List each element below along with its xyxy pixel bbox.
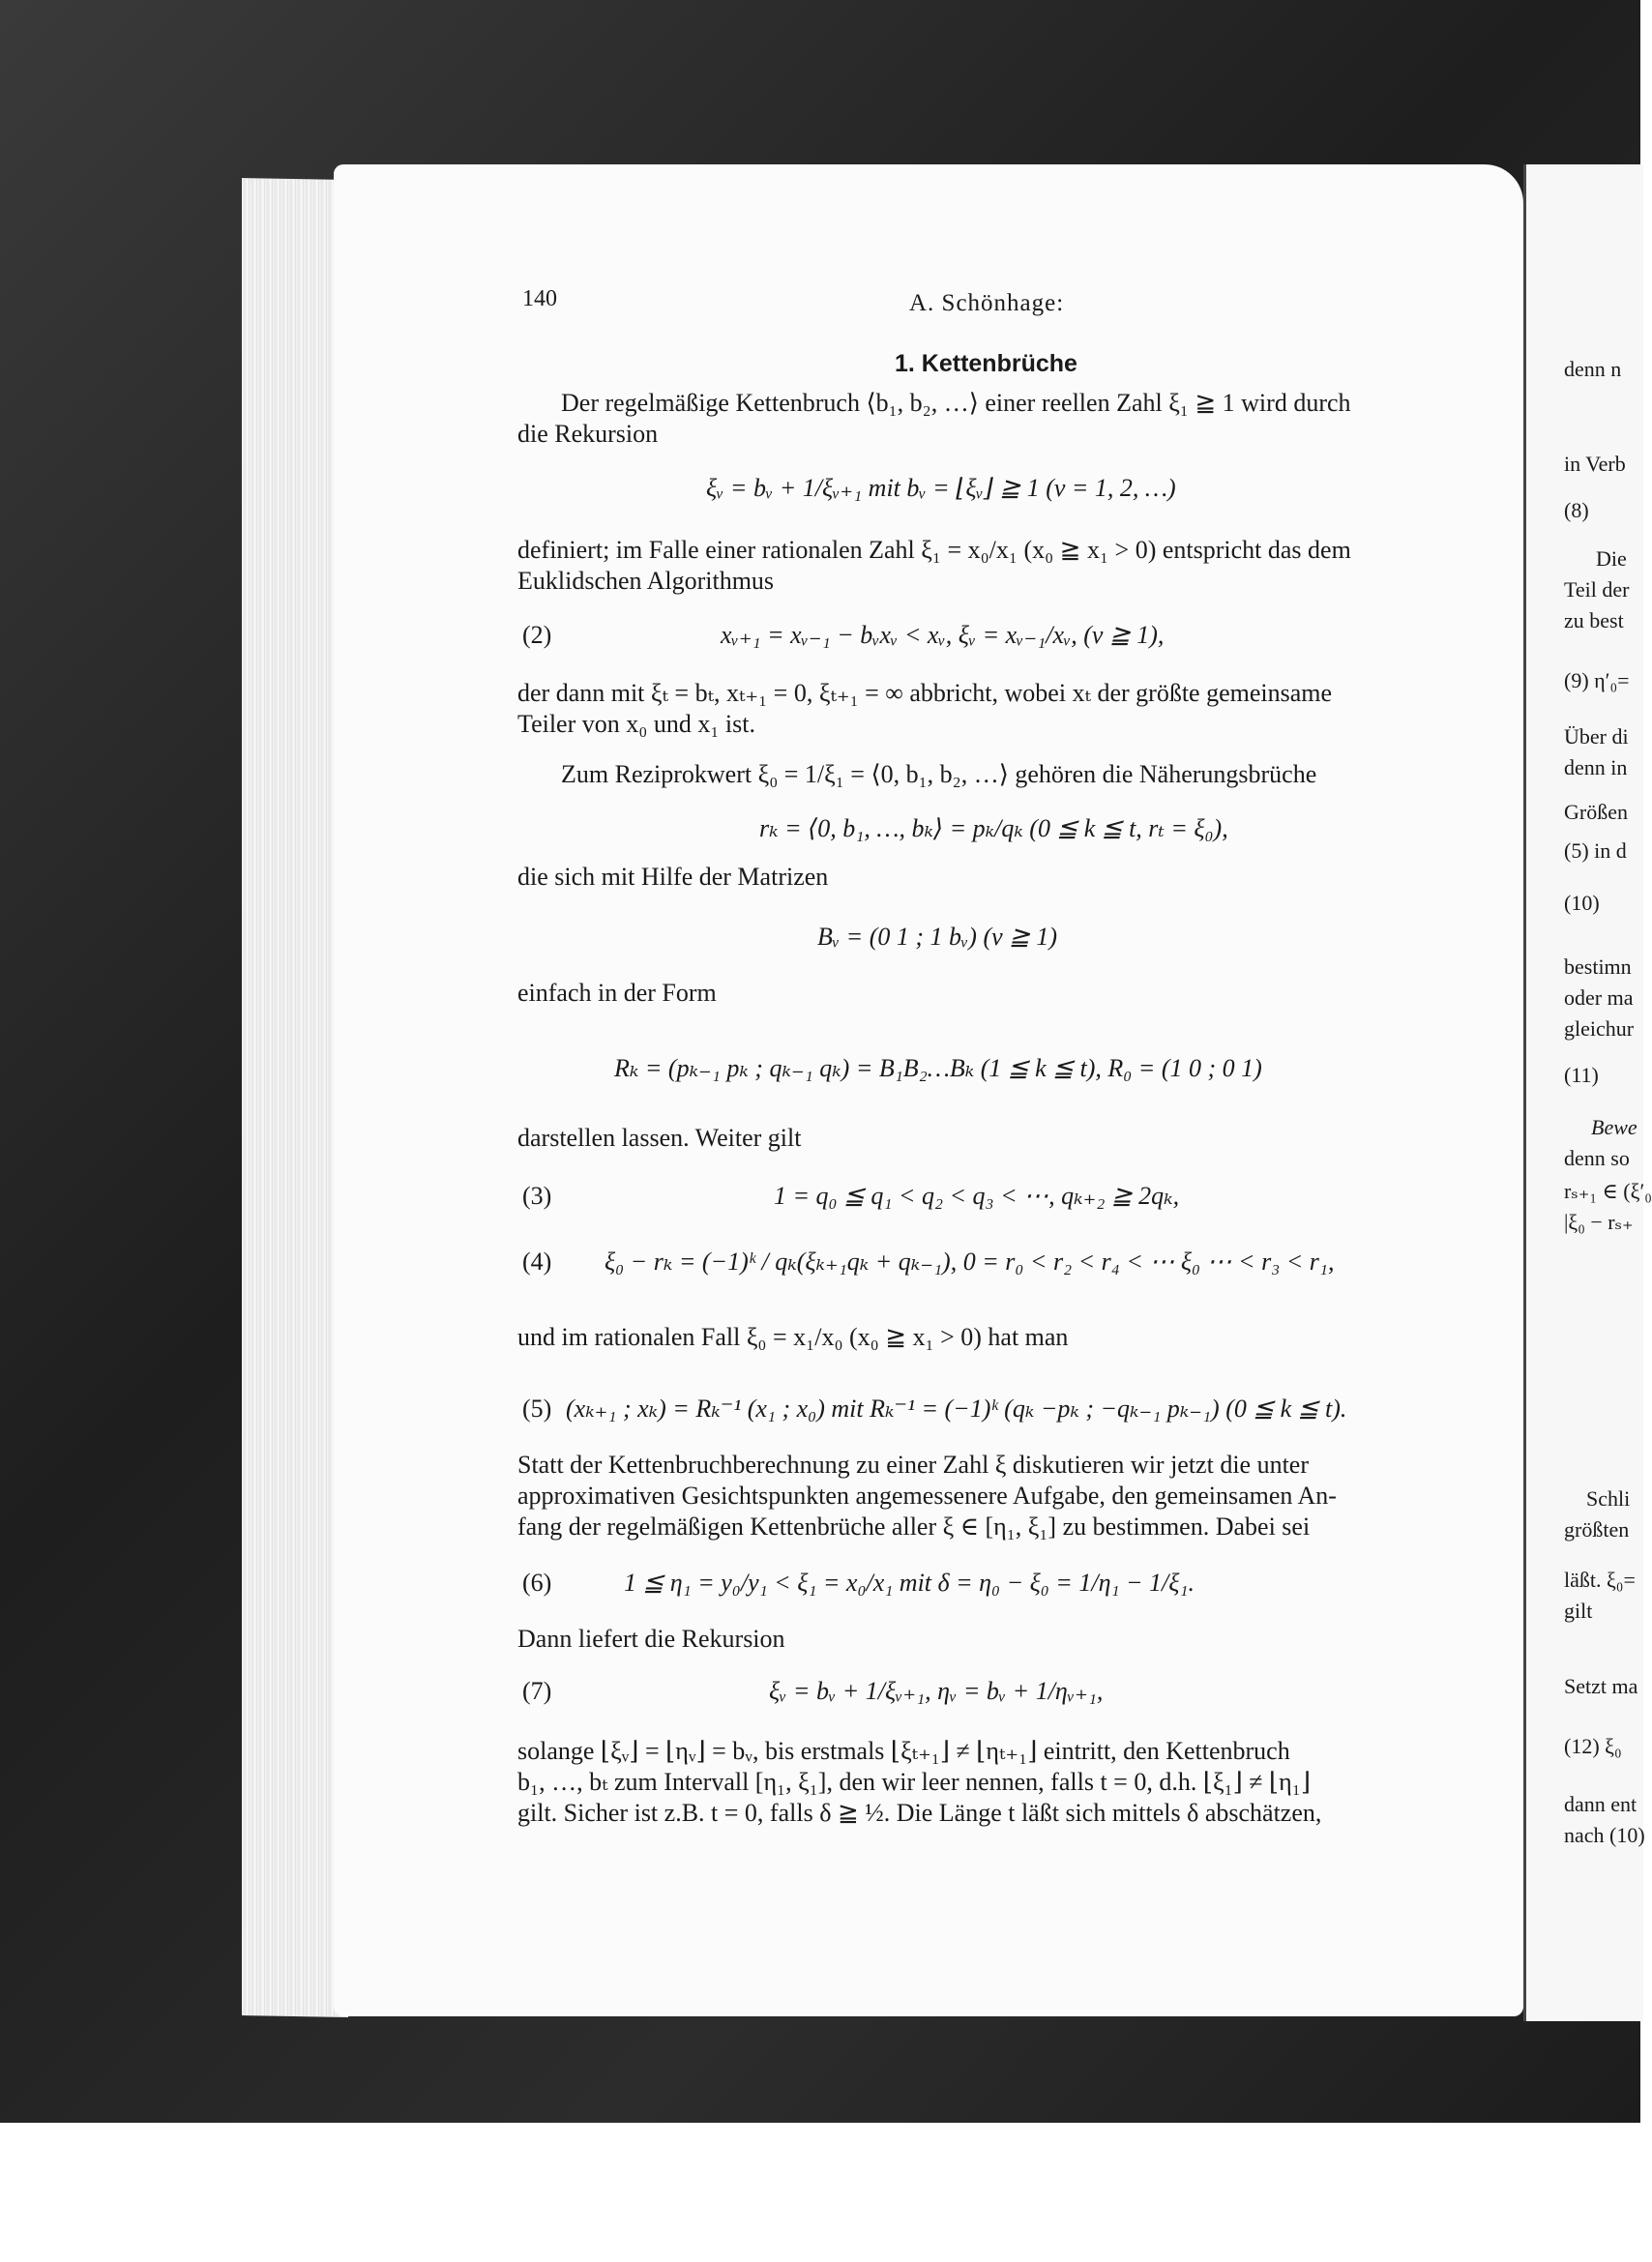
equation-matrix-r: Rₖ = (pₖ₋₁ pₖ ; qₖ₋₁ qₖ) = B₁B₂…Bₖ (1 ≦ k ≦ t), R₀ = (1 0 ; 0 1)	[614, 1054, 1262, 1082]
text-line: der dann mit ξₜ = bₜ, xₜ₊₁ = 0, ξₜ₊₁ = ∞ abbricht, wobei xₜ der größte gemeinsame	[517, 679, 1333, 707]
book-page	[334, 164, 1523, 2016]
equation-recursion: ξᵥ = bᵥ + 1/ξᵥ₊₁ mit bᵥ = ⌊ξᵥ⌋ ≧ 1 (ν = 1, 2, …)	[706, 474, 1176, 502]
text-line: Teiler von x₀ und x₁ ist.	[517, 710, 755, 738]
equation-inverse: (xₖ₊₁ ; xₖ) = Rₖ⁻¹ (x₁ ; x₀) mit Rₖ⁻¹ = (−1)ᵏ (qₖ −pₖ ; −qₖ₋₁ pₖ₋₁) (0 ≦ k ≦ t).	[566, 1395, 1347, 1423]
equation-convergents: rₖ = ⟨0, b₁, …, bₖ⟩ = pₖ/qₖ (0 ≦ k ≦ t, rₜ = ξ₀),	[759, 814, 1228, 842]
equation-number: (4)	[522, 1248, 552, 1276]
facing-page-fragment: denn in	[1564, 755, 1628, 779]
equation-error: ξ₀ − rₖ = (−1)ᵏ / qₖ(ξₖ₊₁qₖ + qₖ₋₁), 0 = r₀ < r₂ < r₄ < ⋯ ξ₀ ⋯ < r₃ < r₁,	[605, 1248, 1335, 1276]
text-line: Zum Reziprokwert ξ₀ = 1/ξ₁ = ⟨0, b₁, b₂, …⟩ gehören die Näherungsbrüche	[561, 760, 1317, 788]
equation-number: (5)	[522, 1395, 552, 1423]
scan-margin	[0, 2123, 1640, 2262]
facing-page-fragment: Teil der	[1564, 577, 1630, 602]
text-line: Euklidschen Algorithmus	[517, 567, 775, 595]
facing-page-fragment: Die	[1596, 546, 1627, 571]
facing-page-fragment: bestimn	[1564, 955, 1632, 979]
facing-page-fragment: zu best	[1564, 608, 1624, 632]
facing-page-fragment: (8)	[1564, 498, 1589, 522]
book-page-edges	[242, 178, 348, 2017]
text-line: Statt der Kettenbruchberechnung zu einer Zahl ξ diskutieren wir jetzt die unter	[517, 1451, 1310, 1479]
facing-page-fragment: dann ent	[1564, 1792, 1637, 1816]
facing-page-fragment: Größen	[1564, 800, 1628, 824]
facing-page-fragment: größten	[1564, 1517, 1630, 1542]
equation-number: (7)	[522, 1677, 552, 1705]
equation-number: (3)	[522, 1182, 552, 1210]
text-line: darstellen lassen. Weiter gilt	[517, 1124, 802, 1152]
equation-euclid: xᵥ₊₁ = xᵥ₋₁ − bᵥxᵥ < xᵥ, ξᵥ = xᵥ₋₁/xᵥ, (ν ≧ 1),	[721, 621, 1165, 649]
equation-matrix-b: Bᵥ = (0 1 ; 1 bᵥ) (ν ≧ 1)	[817, 923, 1058, 951]
text-line: und im rationalen Fall ξ₀ = x₁/x₀ (x₀ ≧ x₁ > 0) hat man	[517, 1323, 1069, 1351]
equation-number: (2)	[522, 621, 552, 649]
facing-page-fragment: Über di	[1564, 724, 1629, 749]
facing-page-fragment: denn so	[1564, 1146, 1630, 1170]
text-line: gilt. Sicher ist z.B. t = 0, falls δ ≧ ½. Die Länge t läßt sich mittels δ abschätzen,	[517, 1799, 1322, 1827]
facing-page-fragment: (12) ξ₀	[1564, 1734, 1622, 1758]
facing-page-fragment: läßt. ξ₀=	[1564, 1568, 1636, 1592]
text-line: die sich mit Hilfe der Matrizen	[517, 863, 829, 891]
facing-page-fragment: Setzt ma	[1564, 1674, 1638, 1698]
text-line: b₁, …, bₜ zum Intervall [η₁, ξ₁], den wir leer nennen, falls t = 0, d.h. ⌊ξ₁⌋ ≠ ⌊η₁⌋	[517, 1768, 1311, 1796]
text-line: definiert; im Falle einer rationalen Zahl ξ₁ = x₀/x₁ (x₀ ≧ x₁ > 0) entspricht das dem	[517, 536, 1351, 564]
facing-page-fragment: gleichur	[1564, 1016, 1635, 1041]
facing-page-fragment: (5) in d	[1564, 838, 1627, 863]
text-line: die Rekursion	[517, 420, 659, 448]
text-line: approximativen Gesichtspunkten angemessenere Aufgabe, den gemeinsamen An-	[517, 1482, 1337, 1510]
text-line: solange ⌊ξᵥ⌋ = ⌊ηᵥ⌋ = bᵥ, bis erstmals ⌊ξₜ₊₁⌋ ≠ ⌊ηₜ₊₁⌋ eintritt, den Kettenbruch	[517, 1737, 1290, 1765]
equation-number: (6)	[522, 1569, 552, 1597]
facing-page-fragment: (10)	[1564, 891, 1600, 915]
facing-page-fragment: oder ma	[1564, 985, 1634, 1010]
text-line: einfach in der Form	[517, 979, 717, 1007]
facing-page-fragment: Schli	[1586, 1486, 1631, 1511]
facing-page-fragment: in Verb	[1564, 452, 1626, 476]
facing-page-fragment: (11)	[1564, 1063, 1599, 1087]
facing-page-fragment: denn n	[1564, 357, 1622, 381]
text-line: Dann liefert die Rekursion	[517, 1625, 785, 1653]
equation-interval: 1 ≦ η₁ = y₀/y₁ < ξ₁ = x₀/x₁ mit δ = η₀ − ξ₀ = 1/η₁ − 1/ξ₁.	[624, 1569, 1195, 1597]
facing-page-fragment: (9) η′₀=	[1564, 668, 1630, 692]
facing-page-fragment: |ξ₀ − rₛ₊	[1564, 1210, 1634, 1234]
running-head: A. Schönhage:	[909, 290, 1065, 316]
equation-double-recursion: ξᵥ = bᵥ + 1/ξᵥ₊₁, ηᵥ = bᵥ + 1/ηᵥ₊₁,	[769, 1677, 1104, 1705]
text-line: fang der regelmäßigen Kettenbrüche aller ξ ∈ [η₁, ξ₁] zu bestimmen. Dabei sei	[517, 1513, 1311, 1541]
facing-page-fragment: rₛ₊₁ ∈ (ξ′₀	[1564, 1179, 1652, 1203]
page-number: 140	[522, 286, 557, 311]
facing-page-fragment: gilt	[1564, 1599, 1593, 1623]
facing-page-fragment: nach (10)	[1564, 1823, 1645, 1847]
equation-denominators: 1 = q₀ ≦ q₁ < q₂ < q₃ < ⋯, qₖ₊₂ ≧ 2qₖ,	[774, 1182, 1180, 1210]
facing-page-fragment: Bewe	[1591, 1115, 1637, 1139]
section-title: 1. Kettenbrüche	[895, 350, 1077, 377]
text-line: Der regelmäßige Kettenbruch ⟨b₁, b₂, …⟩ einer reellen Zahl ξ₁ ≧ 1 wird durch	[561, 389, 1351, 417]
